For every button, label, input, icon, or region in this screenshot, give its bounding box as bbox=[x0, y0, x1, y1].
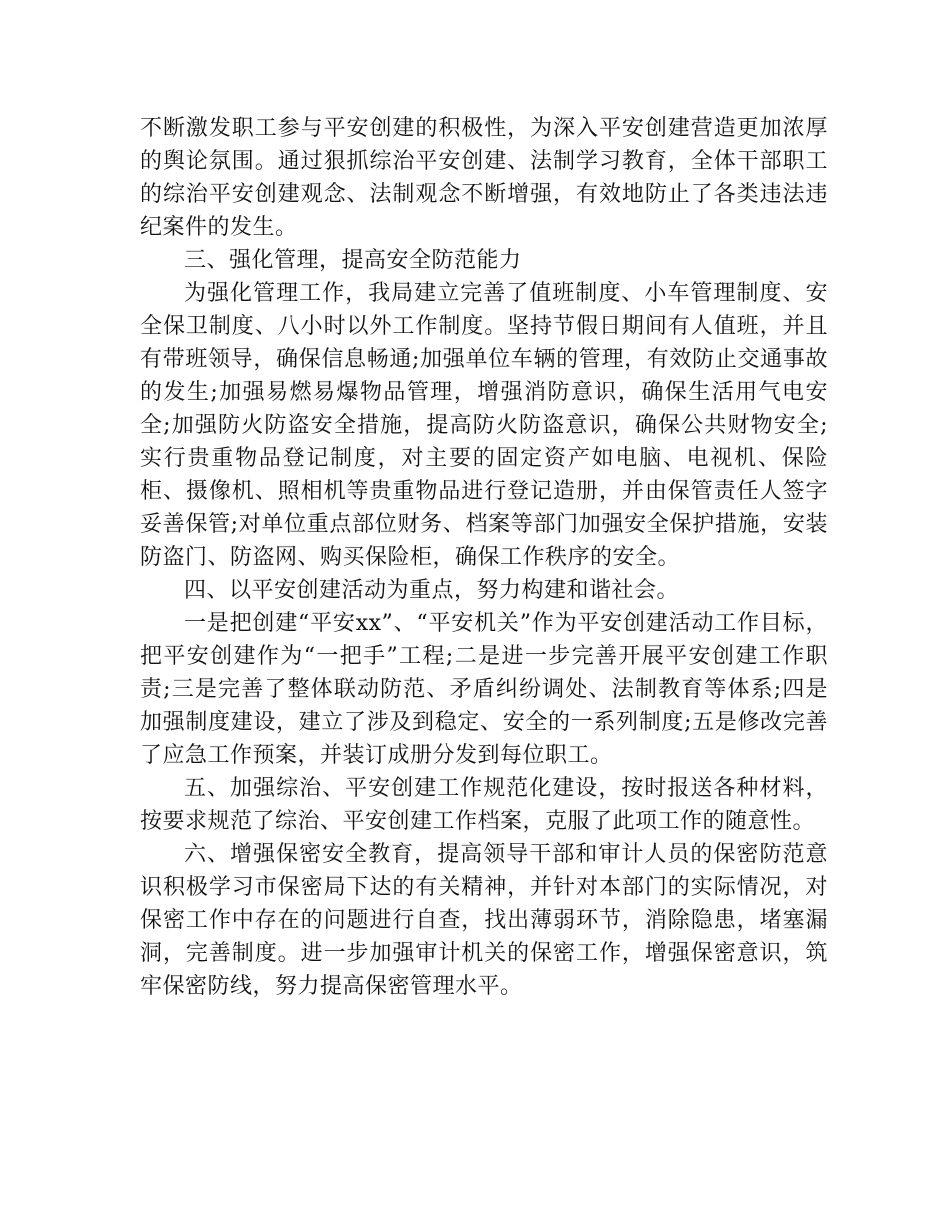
section-heading-4: 四、以平安创建活动为重点，努力构建和谐社会。 bbox=[184, 578, 680, 603]
section-heading-3: 三、强化管理，提高安全防范能力 bbox=[184, 248, 522, 273]
document-body bbox=[140, 112, 828, 1003]
section-heading-6: 六、增强保密安全教育，提高领导干部和审计人员的保密防范意识积极学习市保密局下达的有关精神，并针对本部门的实际情况，对保密工作中存在的问题进行自查，找出薄弱环节，消除隐患，堵塞漏洞，完善制度。进一步加强审计机关的保密工作，增强保密意识，筑牢保密防线，努力提高保密管理水平。 bbox=[140, 842, 828, 999]
section-heading-5: 五、加强综治、平安创建工作规范化建设，按时报送各种材料，按要求规范了综治、平安创建工作档案，克服了此项工作的随意性。 bbox=[140, 776, 828, 834]
paragraph-continuation: 不断激发职工参与平安创建的积极性，为深入平安创建营造更加浓厚的舆论氛围。通过狠抓综治平安创建、法制学习教育，全体干部职工的综治平安创建观念、法制观念不断增强，有效地防止了各类违法违纪案件的发生。 bbox=[140, 116, 828, 240]
paragraph-management: 为强化管理工作，我局建立完善了值班制度、小车管理制度、安全保卫制度、八小时以外工作制度。坚持节假日期间有人值班，并且有带班领导，确保信息畅通;加强单位车辆的管理，有效防止交通事故的发生;加强易燃易爆物品管理，增强消防意识，确保生活用气电安全;加强防火防盗安全措施，提高防火防盗意识，确保公共财物安全;实行贵重物品登记制度，对主要的固定资产如电脑、电视机、保险柜、摄像机、照相机等贵重物品进行登记造册，并由保管责任人签字妥善保管;对单位重点部位财务、档案等部门加强安全保护措施，安装防盗门、防盗网、购买保险柜，确保工作秩序的安全。 bbox=[140, 281, 828, 570]
paragraph-activities: 一是把创建“平安xx”、“平安机关”作为平安创建活动工作目标，把平安创建作为“一把手”工程;二是进一步完善开展平安创建工作职责;三是完善了整体联动防范、矛盾纠纷调处、法制教育等体系;四是加强制度建设，建立了涉及到稳定、安全的一系列制度;五是修改完善了应急工作预案，并装订成册分发到每位职工。 bbox=[140, 611, 828, 768]
